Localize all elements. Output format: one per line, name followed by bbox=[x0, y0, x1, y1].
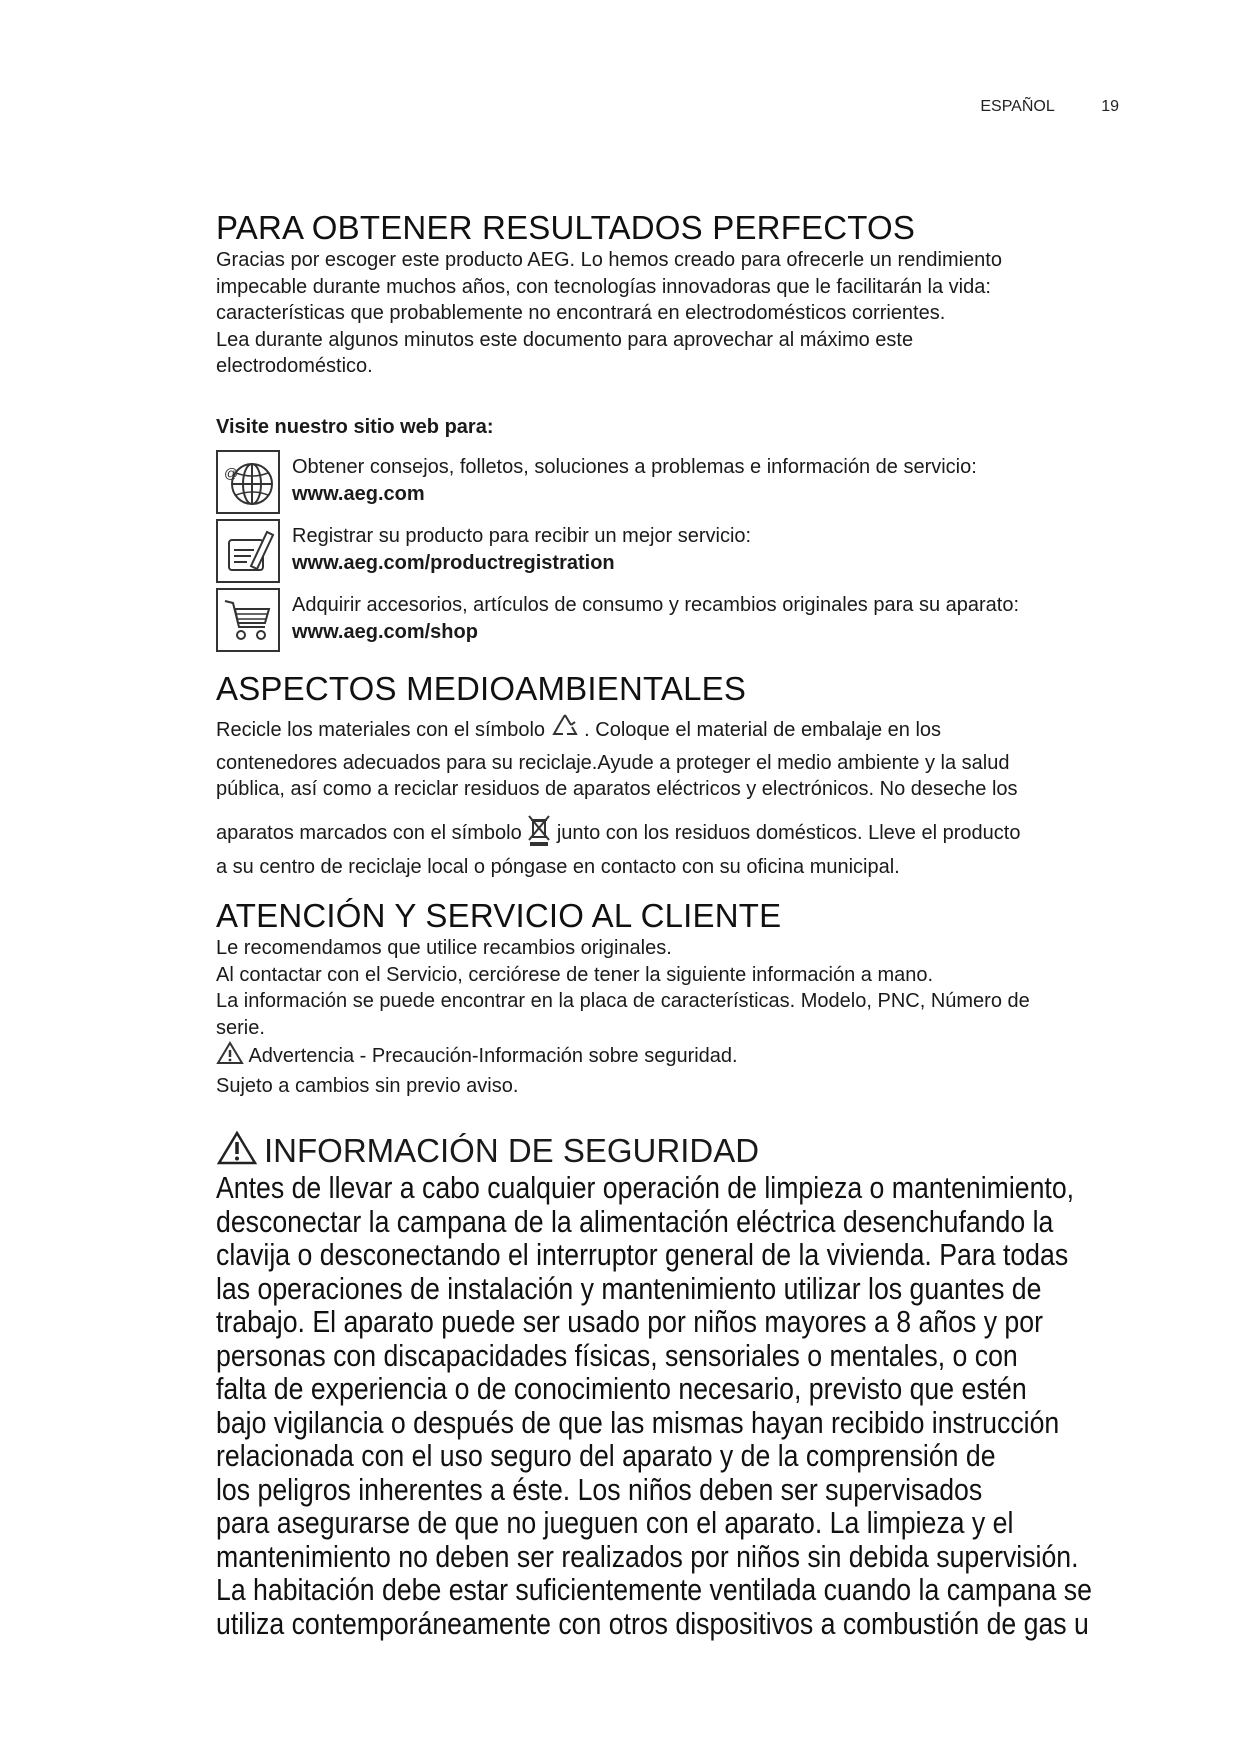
section-title-resultados: PARA OBTENER RESULTADOS PERFECTOS bbox=[216, 209, 916, 246]
service-line: Al contactar con el Servicio, cerciórese de tener la siguiente información a mano. bbox=[216, 963, 934, 986]
safety-line: La habitación debe estar suficientemente ventilada cuando la campana se bbox=[216, 1572, 1092, 1607]
safety-body bbox=[216, 1171, 1136, 1640]
safety-line: Antes de llevar a cabo cualquier operación de limpieza o mantenimiento, bbox=[216, 1170, 1075, 1205]
service-warning-line bbox=[216, 1041, 1136, 1073]
environment-line: pública, así como a reciclar residuos de aparatos eléctricos y electrónicos. No deseche los bbox=[216, 778, 1018, 800]
recycle-icon bbox=[551, 712, 579, 750]
safety-line: utiliza contemporáneamente con otros dispositivos a combustión de gas u bbox=[216, 1605, 1089, 1641]
visit-section bbox=[216, 414, 1136, 657]
registration-icon bbox=[216, 519, 280, 583]
environment-text: aparatos marcados con el símbolo bbox=[216, 821, 522, 844]
link-aeg[interactable]: www.aeg.com bbox=[292, 482, 425, 505]
intro-line: impecable durante muchos años, con tecnologías innovadoras que le facilitarán la vida: bbox=[216, 275, 991, 298]
environment-text: junto con los residuos domésticos. Lleve el producto bbox=[556, 821, 1021, 844]
globe-icon bbox=[216, 450, 280, 514]
page-number: 19 bbox=[1101, 98, 1119, 115]
visit-item-text bbox=[292, 519, 751, 577]
warning-icon bbox=[216, 1130, 258, 1171]
section-title-medioambientales: ASPECTOS MEDIOAMBIENTALES bbox=[216, 670, 747, 707]
safety-line: los peligros inherentes a éste. Los niños deben ser supervisados bbox=[216, 1471, 983, 1507]
safety-line: relacionada con el uso seguro del aparato y de la comprensión de bbox=[216, 1438, 996, 1473]
environment-line bbox=[216, 813, 1136, 855]
warning-icon bbox=[216, 1041, 244, 1073]
environment-line bbox=[216, 712, 1136, 750]
page-header bbox=[980, 98, 1119, 116]
environment-line: a su centro de reciclaje local o póngase en contacto con su oficina municipal. bbox=[216, 856, 900, 878]
environment-line: contenedores adecuados para su reciclaje.Ayude a proteger el medio ambiente y la salud bbox=[216, 751, 1010, 774]
intro-line: electrodoméstico. bbox=[216, 355, 373, 377]
safety-line: desconectar la campana de la alimentación eléctrica desenchufando la bbox=[216, 1203, 1054, 1239]
section-title-servicio: ATENCIÓN Y SERVICIO AL CLIENTE bbox=[216, 897, 782, 934]
service-line: Sujeto a cambios sin previo aviso. bbox=[216, 1074, 519, 1097]
shopping-cart-icon bbox=[216, 588, 280, 652]
environment-text: . Coloque el material de embalaje en los bbox=[584, 719, 942, 742]
intro-line: Lea durante algunos minutos este documento para aprovechar al máximo este bbox=[216, 328, 914, 351]
visit-item-description: Obtener consejos, folletos, soluciones a problemas e información de servicio: bbox=[292, 455, 977, 478]
service-line: serie. bbox=[216, 1016, 265, 1039]
service-line: La información se puede encontrar en la placa de características. Modelo, PNC, Número de bbox=[216, 990, 1030, 1012]
service-section bbox=[216, 897, 1136, 1099]
language-label: ESPAÑOL bbox=[980, 98, 1055, 115]
visit-item-shop bbox=[216, 588, 1136, 652]
intro-section bbox=[216, 209, 1136, 380]
safety-line: mantenimiento no deben ser realizados por niños sin debida supervisión. bbox=[216, 1538, 1079, 1574]
link-productregistration[interactable]: www.aeg.com/productregistration bbox=[292, 551, 615, 574]
svg-text:@: @ bbox=[224, 464, 239, 481]
visit-item-description: Registrar su producto para recibir un mejor servicio: bbox=[292, 524, 752, 547]
intro-line: Gracias por escoger este producto AEG. Lo hemos creado para ofrecerle un rendimiento bbox=[216, 249, 1002, 271]
intro-line: características que probablemente no encontrará en electrodomésticos corrientes. bbox=[216, 302, 946, 324]
section-title-seguridad: INFORMACIÓN DE SEGURIDAD bbox=[264, 1131, 760, 1169]
safety-line: trabajo. El aparato puede ser usado por niños mayores a 8 años y por bbox=[216, 1304, 1043, 1339]
service-line: Le recomendamos que utilice recambios originales. bbox=[216, 937, 672, 959]
visit-item-text bbox=[292, 450, 977, 508]
safety-heading bbox=[216, 1130, 1136, 1171]
safety-line: personas con discapacidades físicas, sensoriales o mentales, o con bbox=[216, 1337, 1018, 1373]
visit-item-text bbox=[292, 588, 1019, 646]
safety-line: falta de experiencia o de conocimiento necesario, previsto que estén bbox=[216, 1371, 1027, 1406]
warning-text: Advertencia - Precaución-Información sobre seguridad. bbox=[248, 1045, 738, 1068]
safety-line: para asegurarse de que no jueguen con el aparato. La limpieza y el bbox=[216, 1505, 1014, 1540]
visit-item-description: Adquirir accesorios, artículos de consumo y recambios originales para su aparato: bbox=[292, 593, 1020, 616]
safety-line: las operaciones de instalación y mantenimiento utilizar los guantes de bbox=[216, 1270, 1042, 1306]
environment-section bbox=[216, 670, 1136, 881]
visit-item-registration bbox=[216, 519, 1136, 583]
visit-item-info bbox=[216, 450, 1136, 514]
environment-text: Recicle los materiales con el símbolo bbox=[216, 719, 546, 742]
safety-line: bajo vigilancia o después de que las mismas hayan recibido instrucción bbox=[216, 1404, 1060, 1440]
crossed-bin-icon bbox=[527, 813, 551, 855]
safety-section bbox=[216, 1130, 1136, 1640]
visit-heading: Visite nuestro sitio web para: bbox=[216, 416, 494, 438]
link-shop[interactable]: www.aeg.com/shop bbox=[292, 620, 478, 643]
safety-line: clavija o desconectando el interruptor general de la vivienda. Para todas bbox=[216, 1237, 1069, 1272]
